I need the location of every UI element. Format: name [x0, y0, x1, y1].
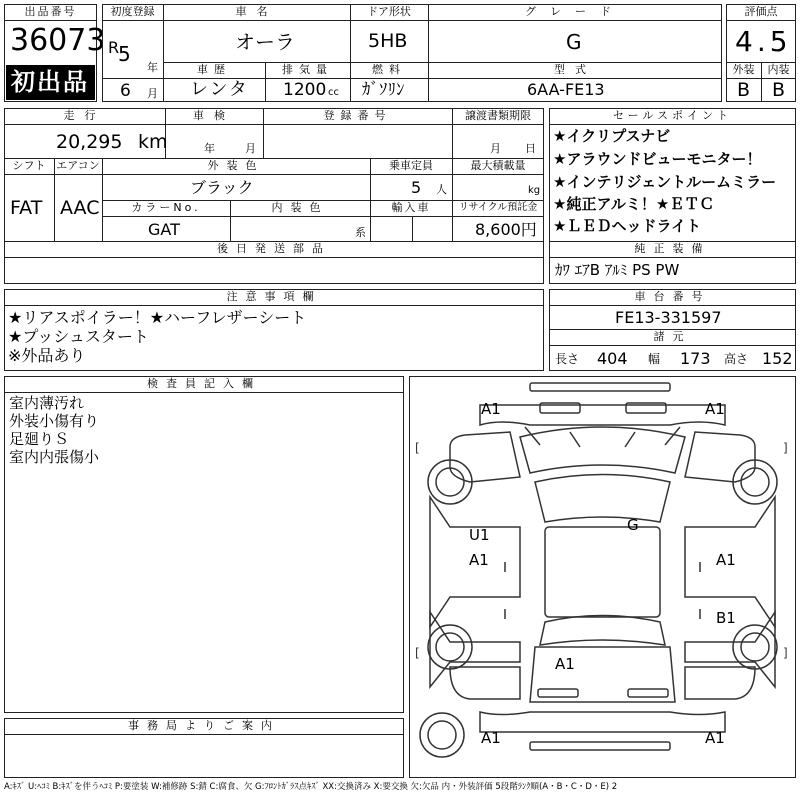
equipment-label: 純正装備	[634, 242, 711, 255]
lot-number: 36073	[10, 23, 106, 58]
sales-point-item: ★アラウンドビューモニター！	[553, 150, 762, 168]
year-unit: 年	[147, 61, 158, 74]
month-unit: 月	[147, 87, 158, 100]
shift: FAT	[10, 197, 43, 219]
grade-label: グレード	[525, 5, 625, 18]
chassis-number: FE13-331597	[615, 308, 722, 327]
int-color-label: 内装色	[271, 201, 329, 214]
shift-label: シフト	[12, 159, 46, 172]
inspector-line: 外装小傷有り	[9, 412, 100, 430]
reg-no-label: 登録番号	[323, 109, 392, 122]
insp-year-unit: 年	[204, 142, 215, 155]
damage-mark-left-front-door-a: A1	[469, 551, 489, 569]
capacity-label: 乗車定員	[389, 159, 433, 172]
interior-grade: B	[772, 79, 786, 101]
history-label: 車歴	[197, 63, 231, 76]
model-code-label: 型式	[554, 63, 596, 76]
notes-label: 注意事項欄	[226, 290, 322, 303]
damage-mark-right-rear-door: B1	[716, 609, 736, 627]
exterior-label: 外装	[732, 63, 755, 76]
exterior-grade: B	[737, 79, 751, 101]
inspector-line: 室内内張傷小	[9, 448, 100, 466]
damage-mark-front-right: A1	[705, 400, 725, 418]
fuel: ｶﾞｿﾘﾝ	[362, 80, 405, 100]
recycle: 8,600円	[475, 220, 537, 239]
score-label: 評価点	[744, 5, 778, 18]
car-diagram-svg	[410, 377, 795, 777]
inspector-line: 室内薄汚れ	[9, 394, 85, 412]
first-reg-label: 初度登録	[110, 5, 155, 18]
damage-mark-rear-right: A1	[705, 729, 725, 747]
sales-point-item: ★ＬＥＤヘッドライト	[553, 217, 701, 235]
svg-text:[: [	[415, 441, 420, 455]
score: 4.5	[735, 25, 792, 58]
note-line: ★プッシュスタート	[8, 327, 149, 346]
length-label: 長さ	[555, 352, 580, 366]
displacement-unit: cc	[328, 87, 339, 98]
car-name: オーラ	[235, 30, 295, 54]
damage-mark-left-front-door-u: U1	[469, 526, 490, 544]
chassis-label: 車台番号	[634, 290, 711, 303]
height-label: 高さ	[724, 352, 749, 366]
color-no-label: カラーNo.	[131, 201, 201, 214]
mileage: 20,295	[56, 131, 123, 153]
ext-color: ブラック	[190, 178, 254, 197]
sales-point-item: ★イクリプスナビ	[553, 127, 671, 145]
max-load-label: 最大積載量	[470, 159, 526, 172]
note-line: ★リアスポイラー！★ハーフレザーシート	[8, 308, 307, 327]
damage-mark-trunk: A1	[555, 655, 575, 673]
damage-mark-roof: G	[627, 516, 639, 534]
legend: A:ｷｽﾞ U:ﾍｺﾐ B:ｷｽﾞを伴うﾍｺﾐ P:要塗装 W:補修跡 S:錆 C:腐食、欠 G:ﾌﾛﾝﾄｶﾞﾗｽ点ｷｽﾞ XX:交換済み X:要交換 欠:欠品 内・外装評価 5段階ﾗﾝｸ順(A・B・C・D・E) 2	[4, 782, 618, 792]
first-reg-month: 6	[120, 81, 131, 101]
color-no: GAT	[148, 220, 180, 239]
capacity-unit: 人	[436, 183, 447, 196]
damage-mark-front-left: A1	[481, 400, 501, 418]
width-label: 幅	[648, 352, 661, 366]
sales-points-label: セールスポイント	[612, 109, 732, 122]
height: 152	[762, 349, 793, 368]
mileage-label: 走行	[63, 109, 106, 122]
ext-color-label: 外装色	[207, 159, 265, 172]
length: 404	[597, 349, 628, 368]
car-diagram	[409, 376, 796, 778]
transfer-label: 譲渡書類期限	[465, 109, 531, 122]
recycle-label: リサイクル預託金	[458, 202, 538, 213]
svg-text:[: [	[415, 646, 420, 660]
sales-point-item: ★インテリジェントルームミラー	[553, 173, 777, 191]
inspection-label: 車検	[193, 109, 235, 122]
office-label: 事務局よりご案内	[128, 719, 280, 732]
ac: AAC	[60, 197, 100, 219]
max-load-unit: kg	[528, 185, 541, 196]
mileage-unit: km	[138, 131, 168, 153]
note-line: ※外品あり	[8, 346, 86, 365]
damage-mark-rear-left: A1	[481, 729, 501, 747]
insp-month-unit: 月	[245, 142, 256, 155]
lot-label: 出品番号	[24, 5, 77, 18]
width: 173	[680, 349, 711, 368]
transfer-day-unit: 日	[525, 142, 536, 155]
grade: G	[566, 30, 582, 54]
dims-label: 諸元	[653, 330, 692, 343]
era: R	[108, 38, 120, 57]
displacement-label: 排気量	[282, 63, 333, 76]
ac-label: エアコン	[56, 159, 100, 172]
equipment-value: ｶﾜ ｴｱB ｱﾙﾐ PS PW	[555, 261, 680, 279]
model-code: 6AA-FE13	[527, 80, 605, 99]
int-color-unit: 系	[355, 226, 366, 239]
fuel-label: 燃料	[372, 63, 406, 76]
svg-text:]: ]	[783, 441, 788, 455]
history: レンタ	[190, 79, 249, 100]
inspector-label: 検査員記入欄	[147, 377, 261, 390]
transfer-month-unit: 月	[490, 142, 501, 155]
first-reg-year: 5	[118, 42, 131, 66]
damage-mark-right-front-door: A1	[716, 551, 736, 569]
car-name-label: 車名	[235, 5, 278, 18]
inspector-line: 足廻りＳ	[9, 430, 70, 448]
door-type: 5HB	[368, 30, 408, 52]
import-label: 輸入車	[391, 201, 431, 214]
capacity: 5	[411, 178, 422, 197]
sales-point-item: ★純正アルミ！★ＥＴＣ	[553, 195, 715, 213]
later-parts-label: 後日発送部品	[217, 242, 331, 255]
svg-text:]: ]	[783, 646, 788, 660]
door-label: ドア形状	[367, 5, 411, 18]
first-listing-label: 初出品	[11, 68, 89, 96]
interior-label: 内装	[767, 63, 790, 76]
displacement: 1200	[283, 80, 327, 100]
